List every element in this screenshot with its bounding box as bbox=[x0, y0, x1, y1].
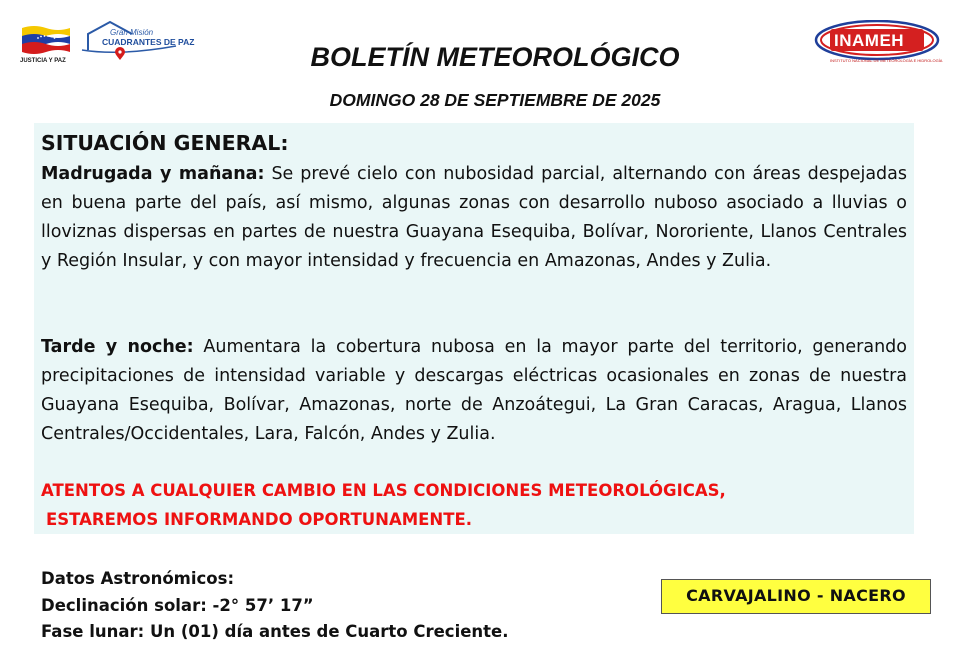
inameh-subtitle: INSTITUTO NACIONAL DE METEOROLOGÍA E HIDROLOGÍA bbox=[830, 58, 943, 63]
warning-line-2: ESTAREMOS INFORMANDO OPORTUNAMENTE. bbox=[46, 510, 473, 529]
madrugada-text: Se prevé cielo con nubosidad parcial, alternando con áreas despejadas en buena parte del país, así mismo, algunas zonas con desarrollo nuboso asociado a lluvias o lloviznas dispersas en partes de nuestra Guayana Esequiba, Bolívar, Nororiente, Llanos Centrales y Región Insular, y con mayor intensidad y frecuencia en Amazonas, Andes y Zulia. bbox=[41, 164, 907, 271]
tarde-paragraph bbox=[41, 333, 907, 449]
gran-mision-big-text: CUADRANTES DE PAZ bbox=[102, 37, 195, 47]
solar-declination: Declinación solar: -2° 57’ 17” bbox=[41, 595, 314, 615]
flag-caption: JUSTICIA Y PAZ bbox=[20, 58, 66, 64]
situacion-heading: SITUACIÓN GENERAL: bbox=[41, 131, 289, 155]
inameh-wordmark: INAMEH bbox=[834, 31, 905, 50]
situacion-general-panel bbox=[34, 123, 914, 534]
madrugada-paragraph bbox=[41, 160, 907, 276]
authors-badge: CARVAJALINO - NACERO bbox=[661, 579, 931, 614]
gran-mision-small-text: Gran Misión bbox=[110, 28, 154, 37]
bulletin-date: DOMINGO 28 DE SEPTIEMBRE DE 2025 bbox=[329, 90, 661, 110]
tarde-label: Tarde y noche: bbox=[41, 337, 194, 357]
tarde-text: Aumentara la cobertura nubosa en la mayor parte del territorio, generando precipitaciones de intensidad variable y descargas eléctricas ocasionales en zonas de nuestra Guayana Esequiba, Bolívar, Amazonas, norte de Anzoátegui, La Gran Caracas, Aragua, Llanos Centrales/Occidentales, Lara, Falcón, Andes y Zulia. bbox=[41, 337, 907, 444]
madrugada-label: Madrugada y mañana: bbox=[41, 164, 265, 184]
moon-phase: Fase lunar: Un (01) día antes de Cuarto Creciente. bbox=[41, 622, 509, 641]
warning-line-1: ATENTOS A CUALQUIER CAMBIO EN LAS CONDICIONES METEOROLÓGICAS, bbox=[41, 481, 726, 500]
bulletin-title: BOLETÍN METEOROLÓGICO bbox=[310, 42, 680, 72]
astro-heading: Datos Astronómicos: bbox=[41, 569, 235, 588]
astronomical-data bbox=[41, 566, 509, 646]
